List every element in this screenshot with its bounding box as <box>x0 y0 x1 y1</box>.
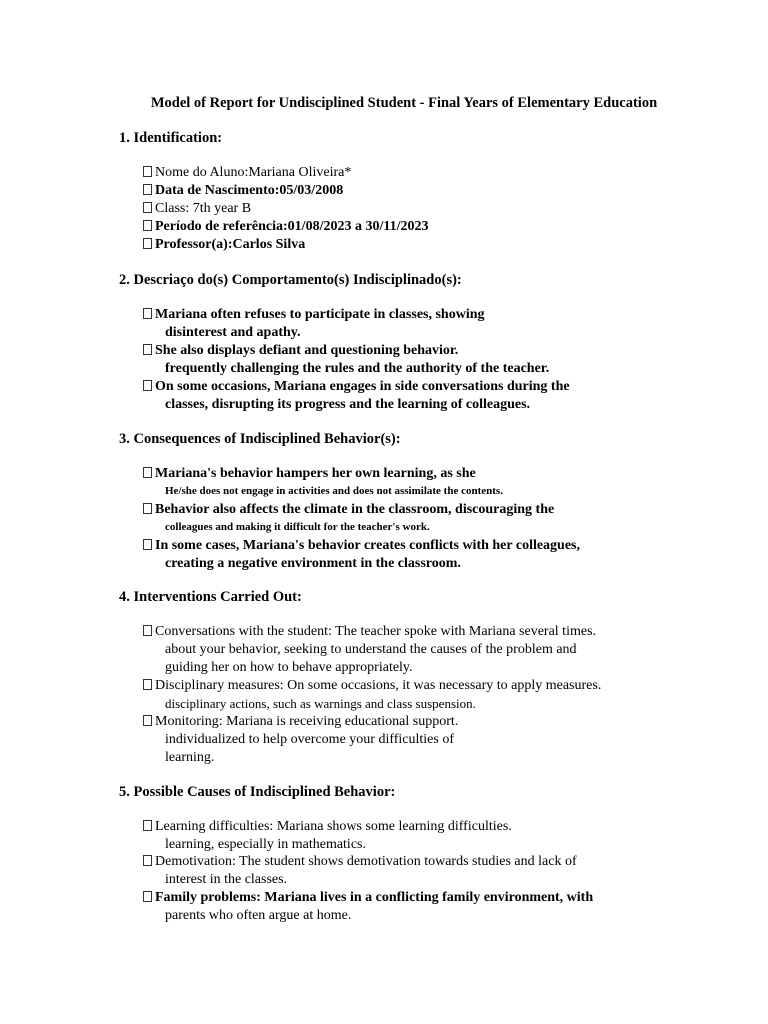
checkbox-bullet-icon <box>143 308 152 319</box>
list-item <box>143 501 554 536</box>
item-text: Mariana's behavior hampers her own learning, as she <box>155 466 476 481</box>
list-item <box>143 218 428 236</box>
checkbox-bullet-icon <box>143 467 152 478</box>
item-continuation: parents who often argue at home. <box>165 908 352 923</box>
item-text: Mariana often refuses to participate in classes, showing <box>155 307 485 322</box>
item-text: Family problems: Mariana lives in a conflicting family environment, with <box>155 890 594 905</box>
checkbox-bullet-icon <box>143 220 152 231</box>
checkbox-bullet-icon <box>143 539 152 550</box>
checkbox-bullet-icon <box>143 715 152 726</box>
item-text: Class: 7th year B <box>155 201 252 216</box>
item-continuation: learning. <box>165 750 215 765</box>
item-text: Período de referência:01/08/2023 a 30/11/2023 <box>155 219 429 234</box>
list-item <box>143 182 343 200</box>
list-item <box>143 677 601 712</box>
list-item <box>143 537 580 573</box>
item-continuation: interest in the classes. <box>165 872 288 887</box>
checkbox-bullet-icon <box>143 184 152 195</box>
item-continuation: guiding her on how to behave appropriately. <box>165 660 413 675</box>
item-text: Disciplinary measures: On some occasions, it was necessary to apply measures. <box>155 678 602 693</box>
section-heading-consequences: 3. Consequences of Indisciplined Behavior(s): <box>119 431 401 447</box>
list-item <box>143 713 458 767</box>
list-item <box>143 342 549 378</box>
item-continuation: learning, especially in mathematics. <box>165 837 366 852</box>
list-item <box>143 306 485 342</box>
list-item <box>143 236 305 254</box>
checkbox-bullet-icon <box>143 679 152 690</box>
section-heading-possible-causes: 5. Possible Causes of Indisciplined Behavior: <box>119 784 396 800</box>
item-text: In some cases, Mariana's behavior creates conflicts with her colleagues, <box>155 538 581 553</box>
list-item <box>143 889 593 925</box>
item-continuation: colleagues and making it difficult for the teacher's work. <box>165 521 430 533</box>
item-continuation: disinterest and apathy. <box>165 325 301 340</box>
item-text: Demotivation: The student shows demotivation towards studies and lack of <box>155 854 577 869</box>
section-heading-interventions: 4. Interventions Carried Out: <box>119 589 302 605</box>
item-text: On some occasions, Mariana engages in side conversations during the <box>155 379 570 394</box>
list-item <box>143 853 577 889</box>
item-continuation: disciplinary actions, such as warnings and class suspension. <box>165 696 476 711</box>
item-text: Nome do Aluno:Mariana Oliveira* <box>155 165 352 180</box>
item-continuation: frequently challenging the rules and the authority of the teacher. <box>165 361 550 376</box>
list-item <box>143 378 570 414</box>
checkbox-bullet-icon <box>143 238 152 249</box>
list-item <box>143 623 596 677</box>
item-text: Data de Nascimento:05/03/2008 <box>155 183 344 198</box>
checkbox-bullet-icon <box>143 820 152 831</box>
list-item <box>143 465 503 500</box>
list-item <box>143 164 351 182</box>
checkbox-bullet-icon <box>143 891 152 902</box>
checkbox-bullet-icon <box>143 166 152 177</box>
item-text: Behavior also affects the climate in the classroom, discouraging the <box>155 502 555 517</box>
item-text: Professor(a):Carlos Silva <box>155 237 306 252</box>
item-text: Learning difficulties: Mariana shows some learning difficulties. <box>155 819 512 834</box>
item-continuation: about your behavior, seeking to understand the causes of the problem and <box>165 642 577 657</box>
item-continuation: creating a negative environment in the classroom. <box>165 556 461 571</box>
checkbox-bullet-icon <box>143 625 152 636</box>
checkbox-bullet-icon <box>143 855 152 866</box>
item-continuation: individualized to help overcome your difficulties of <box>165 732 454 747</box>
item-text: Monitoring: Mariana is receiving educational support. <box>155 714 459 729</box>
item-continuation: He/she does not engage in activities and does not assimilate the contents. <box>165 485 503 497</box>
checkbox-bullet-icon <box>143 503 152 514</box>
section-heading-identification: 1. Identification: <box>119 130 223 146</box>
list-item <box>143 818 512 854</box>
checkbox-bullet-icon <box>143 202 152 213</box>
checkbox-bullet-icon <box>143 344 152 355</box>
checkbox-bullet-icon <box>143 380 152 391</box>
list-item <box>143 200 251 218</box>
section-heading-behavior-description: 2. Descriaço do(s) Comportamento(s) Indisciplinado(s): <box>119 272 462 288</box>
item-text: Conversations with the student: The teacher spoke with Mariana several times. <box>155 624 597 639</box>
item-text: She also displays defiant and questioning behavior. <box>155 343 459 358</box>
item-continuation: classes, disrupting its progress and the learning of colleagues. <box>165 397 531 412</box>
report-title: Model of Report for Undisciplined Student - Final Years of Elementary Education <box>150 95 658 111</box>
